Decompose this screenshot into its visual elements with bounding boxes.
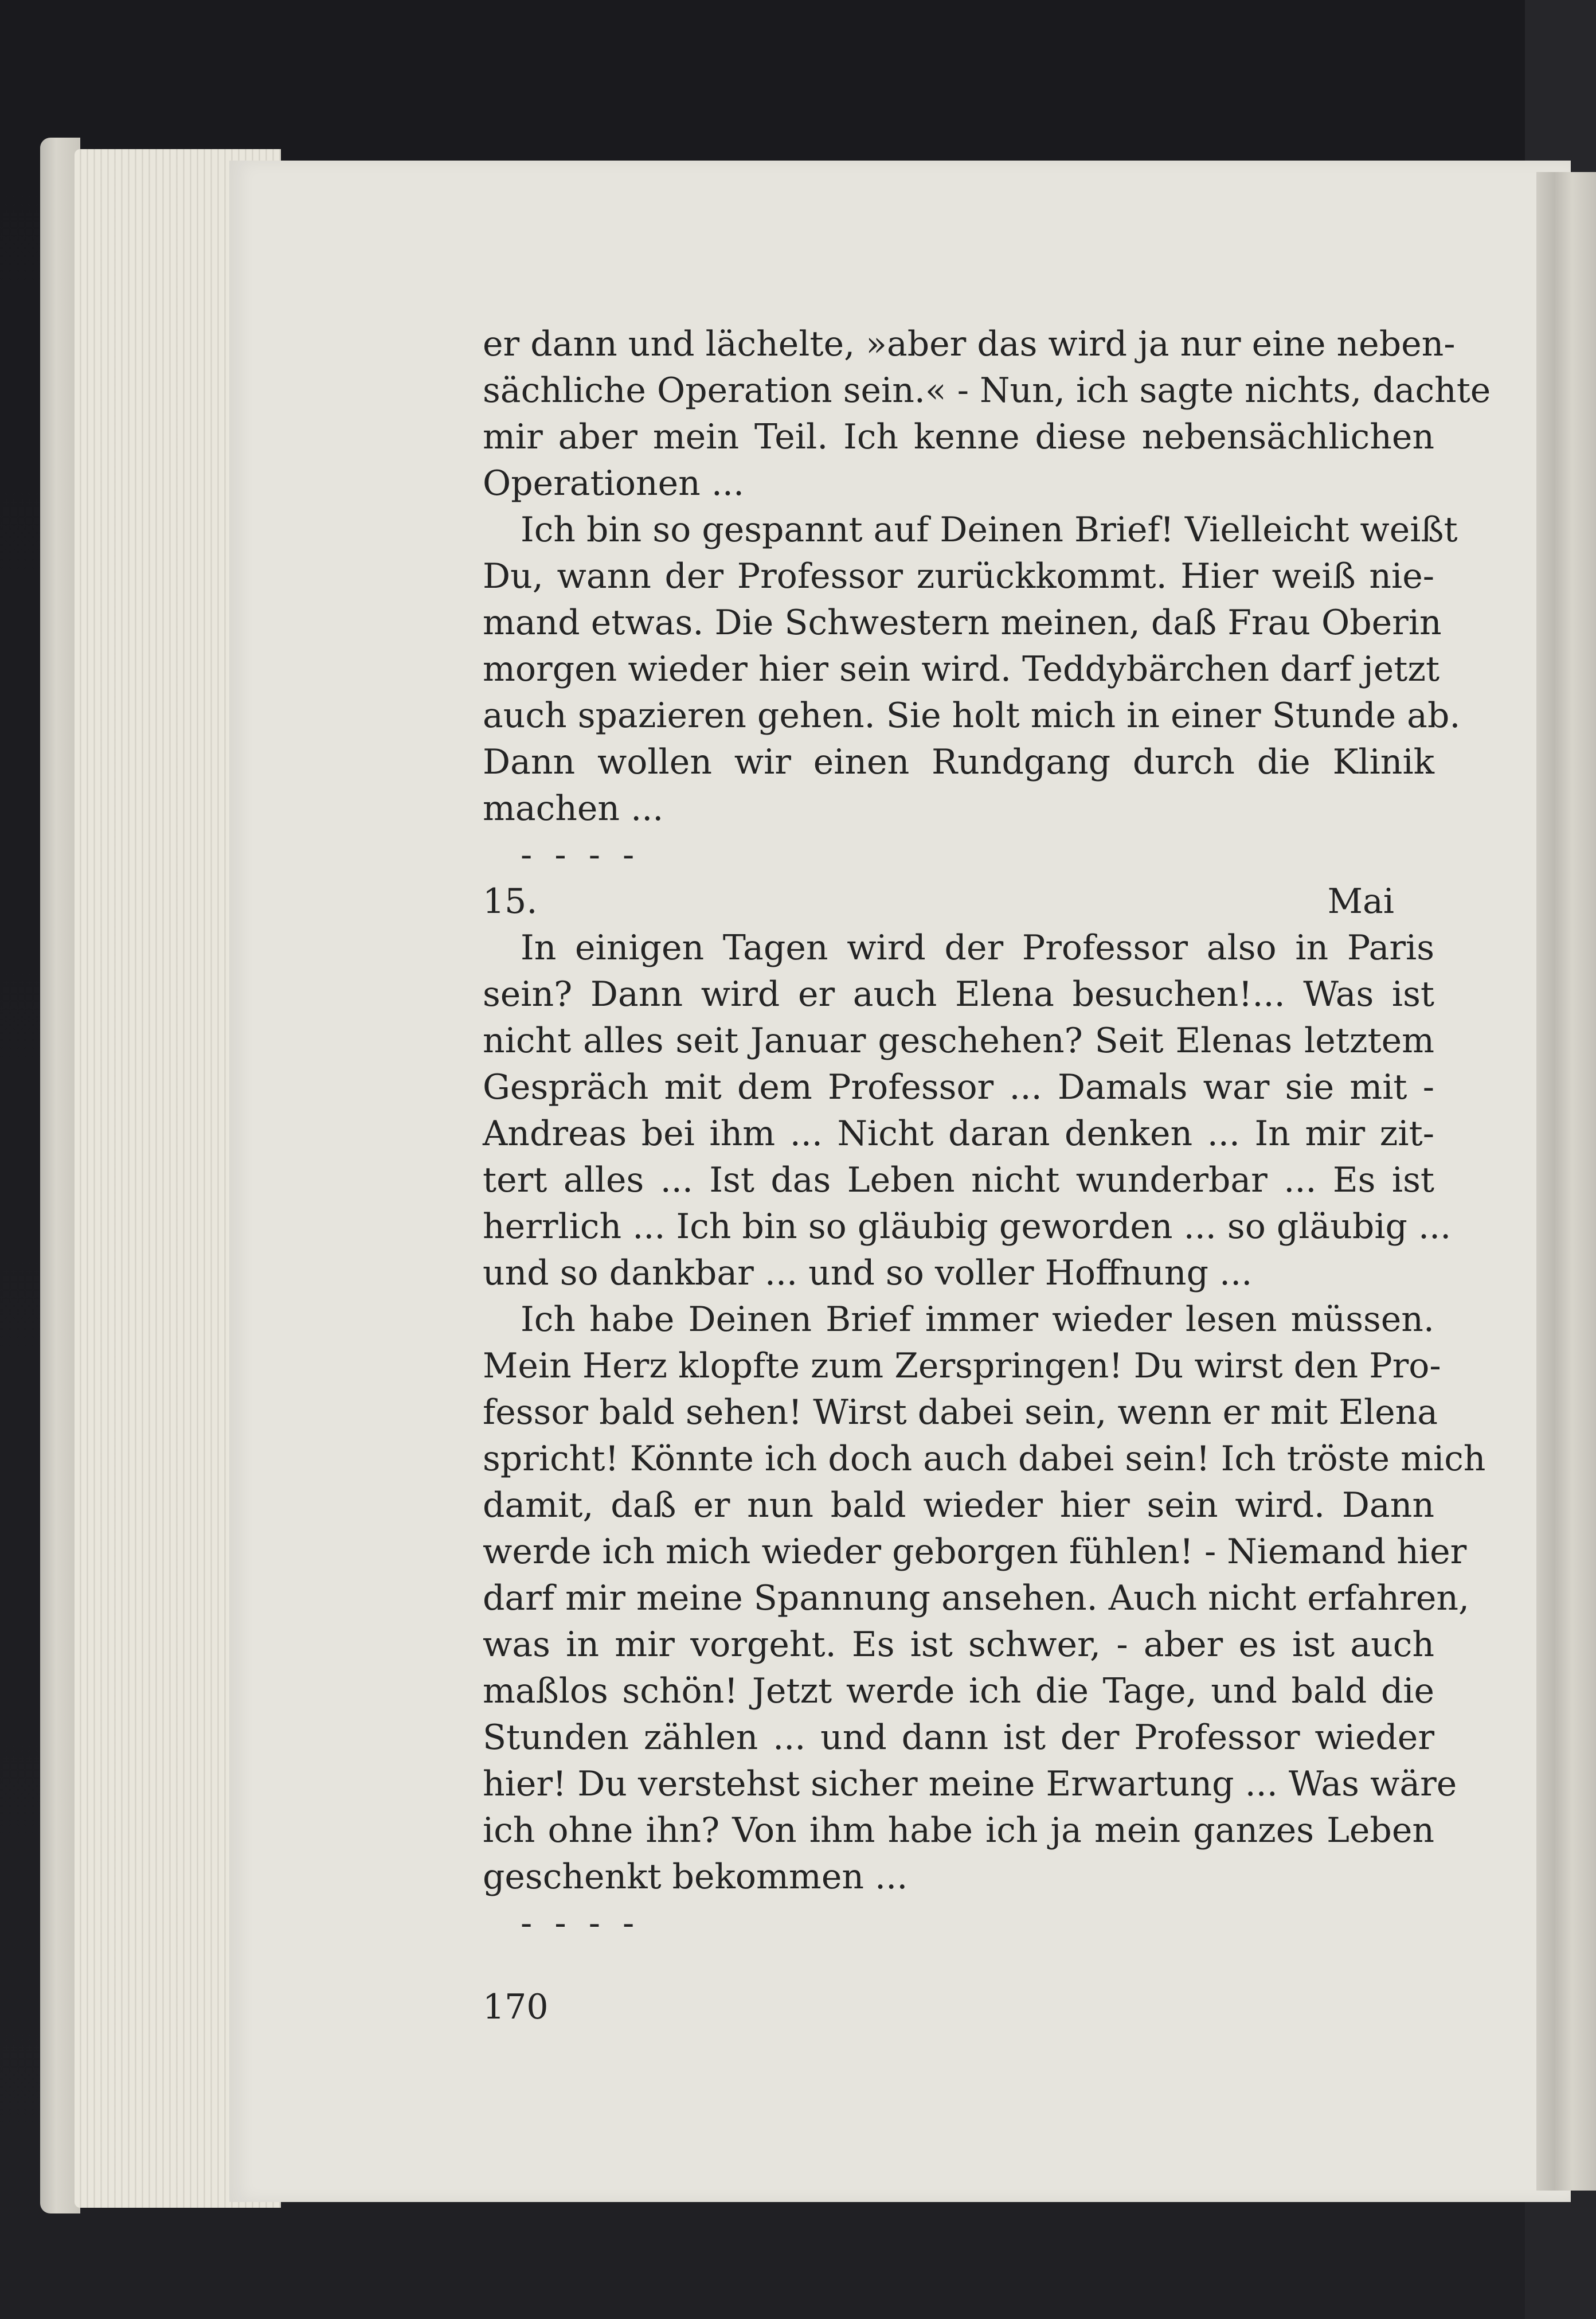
facing-page-edge xyxy=(1536,172,1596,2191)
text-line: darf mir meine Spannung ansehen. Auch nicht erfahren, xyxy=(483,1578,1470,1618)
text-line: Stunden zählen ... und dann ist der Professor wieder xyxy=(483,1717,1434,1758)
text-line: mand etwas. Die Schwestern meinen, daß Frau Oberin xyxy=(483,603,1442,643)
entry-date: 15. Mai xyxy=(483,881,1394,922)
text-line: Operationen ... xyxy=(483,463,745,503)
text-line: fessor bald sehen! Wirst dabei sein, wenn er mit Elena xyxy=(483,1392,1438,1432)
text-line: nicht alles seit Januar geschehen? Seit Elenas letztem xyxy=(483,1021,1434,1061)
text-line: sein? Dann wird er auch Elena besuchen!... Was ist xyxy=(483,974,1434,1014)
text-line: hier! Du verstehst sicher meine Erwartung ... Was wäre xyxy=(483,1764,1457,1804)
text-line: In einigen Tagen wird der Professor also in Paris xyxy=(521,928,1434,968)
text-line: morgen wieder hier sein wird. Teddybärchen darf jetzt xyxy=(483,649,1440,689)
section-separator: - - - - xyxy=(521,835,640,875)
text-line: Ich habe Deinen Brief immer wieder lesen müssen. xyxy=(521,1299,1434,1340)
text-line: damit, daß er nun bald wieder hier sein wird. Dann xyxy=(483,1485,1434,1525)
text-line: er dann und lächelte, »aber das wird ja nur eine neben- xyxy=(483,324,1456,364)
page-text xyxy=(483,321,1491,1947)
text-line: mir aber mein Teil. Ich kenne diese nebensächlichen xyxy=(483,417,1434,457)
text-line: und so dankbar ... und so voller Hoffnung ... xyxy=(483,1253,1253,1293)
text-line: tert alles ... Ist das Leben nicht wunderbar ... Es ist xyxy=(483,1160,1434,1200)
text-line: maßlos schön! Jetzt werde ich die Tage, und bald die xyxy=(483,1671,1434,1711)
text-line: herrlich ... Ich bin so gläubig geworden ... so gläubig ... xyxy=(483,1207,1452,1247)
text-line: Dann wollen wir einen Rundgang durch die Klinik xyxy=(483,742,1434,782)
text-line: Du, wann der Professor zurückkommt. Hier weiß nie- xyxy=(483,556,1434,596)
text-line: geschenkt bekommen ... xyxy=(483,1857,908,1897)
text-line: machen ... xyxy=(483,788,664,829)
text-line: spricht! Könnte ich doch auch dabei sein! Ich tröste mich xyxy=(483,1439,1486,1479)
text-line: auch spazieren gehen. Sie holt mich in einer Stunde ab. xyxy=(483,696,1461,736)
text-line: Ich bin so gespannt auf Deinen Brief! Vielleicht weißt xyxy=(521,510,1458,550)
text-line: werde ich mich wieder geborgen fühlen! - Niemand hier xyxy=(483,1532,1467,1572)
text-line: was in mir vorgeht. Es ist schwer, - aber es ist auch xyxy=(483,1625,1434,1665)
page-number: 170 xyxy=(483,1987,549,2027)
text-line: ich ohne ihn? Von ihm habe ich ja mein ganzes Leben xyxy=(483,1810,1434,1850)
text-line: sächliche Operation sein.« - Nun, ich sagte nichts, dachte xyxy=(483,370,1491,411)
text-line: Andreas bei ihm ... Nicht daran denken ... In mir zit- xyxy=(483,1114,1434,1154)
text-line: Gespräch mit dem Professor ... Damals war sie mit - xyxy=(483,1067,1434,1107)
section-separator: - - - - xyxy=(521,1903,640,1943)
text-line: Mein Herz klopfte zum Zerspringen! Du wirst den Pro- xyxy=(483,1346,1441,1386)
